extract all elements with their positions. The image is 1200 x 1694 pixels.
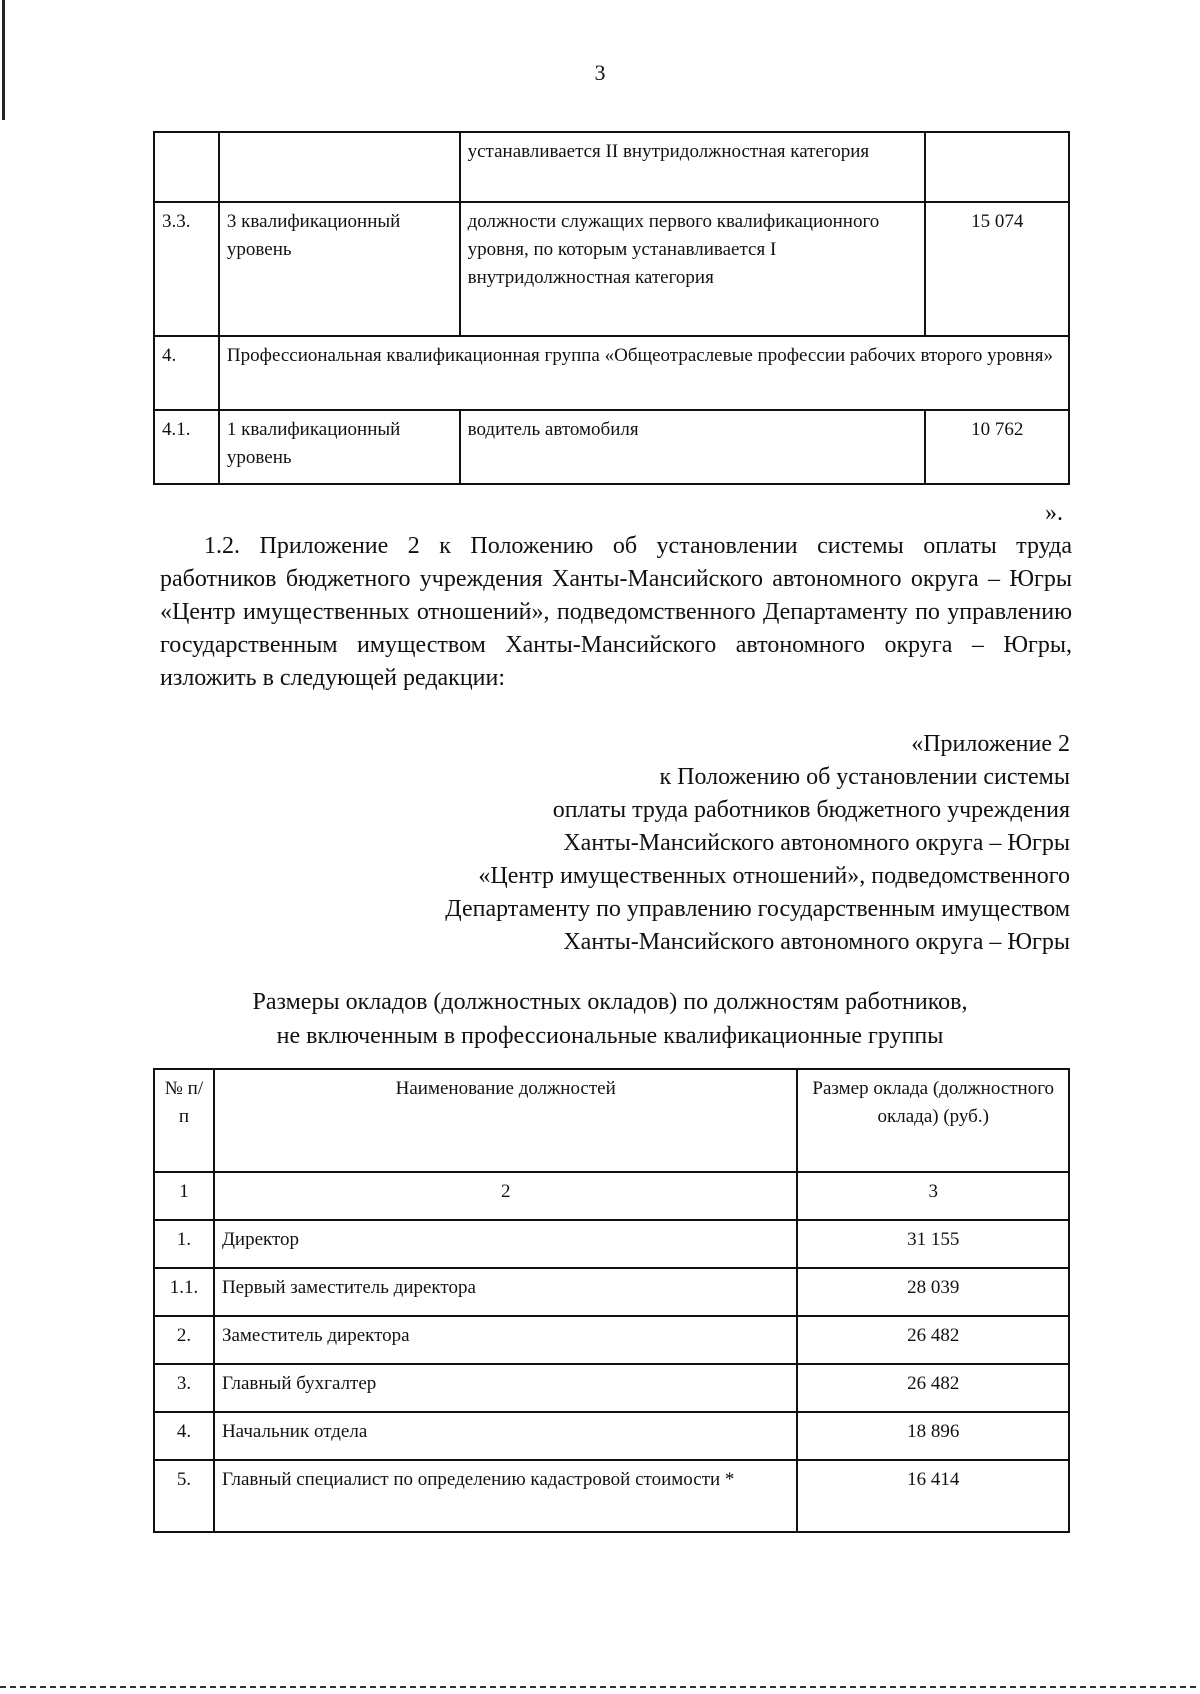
table-row [154, 1268, 1069, 1316]
salary-table [153, 1068, 1070, 1533]
closing-quote: ». [1045, 500, 1063, 526]
table-row [154, 1316, 1069, 1364]
heading-line: не включенным в профессиональные квалификационные группы [276, 1023, 944, 1049]
position-name: Главный специалист по определению кадастровой стоимости * [214, 1460, 798, 1532]
table-heading [150, 985, 1070, 1053]
row-number: 3. [154, 1364, 214, 1412]
index-cell: 3 [797, 1172, 1069, 1220]
column-index-row [154, 1172, 1069, 1220]
qualification-level [219, 132, 460, 202]
amendment-paragraph: 1.2. Приложение 2 к Положению об установлении системы оплаты труда работников бюджетного учреждения Ханты-Мансийского автономного округа – Югры «Центр имущественных отношений», подведомственного Департаменту по управлению государственным имуществом Ханты-Мансийского автономного округа – Югры, изложить в следующей редакции: [160, 533, 1072, 691]
table-row [154, 1460, 1069, 1532]
salary-cell: 26 482 [797, 1364, 1069, 1412]
row-number: 3.3. [154, 202, 219, 336]
row-number: 4.1. [154, 410, 219, 484]
table-row [154, 132, 1069, 202]
position-name: Начальник отдела [214, 1412, 798, 1460]
scan-bottom-line [0, 1686, 1200, 1688]
salary-cell [925, 132, 1069, 202]
table-row [154, 1364, 1069, 1412]
row-number: 4. [154, 1412, 214, 1460]
index-cell: 1 [154, 1172, 214, 1220]
annex-header [310, 728, 1070, 959]
table-row [154, 336, 1069, 410]
row-number: 5. [154, 1460, 214, 1532]
salary-cell: 10 762 [925, 410, 1069, 484]
group-title-cell: Профессиональная квалификационная группа «Общеотраслевые профессии рабочих второго уровня» [219, 336, 1069, 410]
salary-cell: 18 896 [797, 1412, 1069, 1460]
positions-cell: устанавливается II внутридолжностная категория [460, 132, 926, 202]
row-number: 1. [154, 1220, 214, 1268]
row-number [154, 132, 219, 202]
annex-line: Ханты-Мансийского автономного округа – Югры [563, 929, 1070, 955]
salary-cell: 26 482 [797, 1316, 1069, 1364]
annex-line: Ханты-Мансийского автономного округа – Югры [563, 830, 1070, 856]
table-row [154, 202, 1069, 336]
position-name: Заместитель директора [214, 1316, 798, 1364]
position-name: Первый заместитель директора [214, 1268, 798, 1316]
index-cell: 2 [214, 1172, 798, 1220]
salary-cell: 28 039 [797, 1268, 1069, 1316]
page-number: 3 [594, 60, 606, 85]
qualification-level: 3 квалификационный уровень [219, 202, 460, 336]
row-number: 2. [154, 1316, 214, 1364]
row-number: 1.1. [154, 1268, 214, 1316]
salary-cell: 31 155 [797, 1220, 1069, 1268]
annex-line: Департаменту по управлению государственным имуществом [445, 896, 1070, 922]
position-name: Главный бухгалтер [214, 1364, 798, 1412]
table-row [154, 1412, 1069, 1460]
header-salary: Размер оклада (должностного оклада) (руб.) [797, 1069, 1069, 1172]
annex-line: к Положению об установлении системы [659, 764, 1070, 790]
heading-line: Размеры окладов (должностных окладов) по должностям работников, [252, 989, 968, 1015]
annex-line: «Приложение 2 [911, 731, 1070, 757]
qualification-level: 1 квалификационный уровень [219, 410, 460, 484]
qualification-table [153, 131, 1070, 485]
position-name: Директор [214, 1220, 798, 1268]
header-position: Наименование должностей [214, 1069, 798, 1172]
annex-line: оплаты труда работников бюджетного учреждения [552, 797, 1070, 823]
row-number: 4. [154, 336, 219, 410]
header-number: № п/п [154, 1069, 214, 1172]
table-header-row [154, 1069, 1069, 1172]
table-row [154, 410, 1069, 484]
salary-cell: 15 074 [925, 202, 1069, 336]
positions-cell: должности служащих первого квалификационного уровня, по которым устанавливается I внутридолжностная категория [460, 202, 926, 336]
salary-cell: 16 414 [797, 1460, 1069, 1532]
positions-cell: водитель автомобиля [460, 410, 926, 484]
annex-line: «Центр имущественных отношений», подведомственного [478, 863, 1070, 889]
table-row [154, 1220, 1069, 1268]
